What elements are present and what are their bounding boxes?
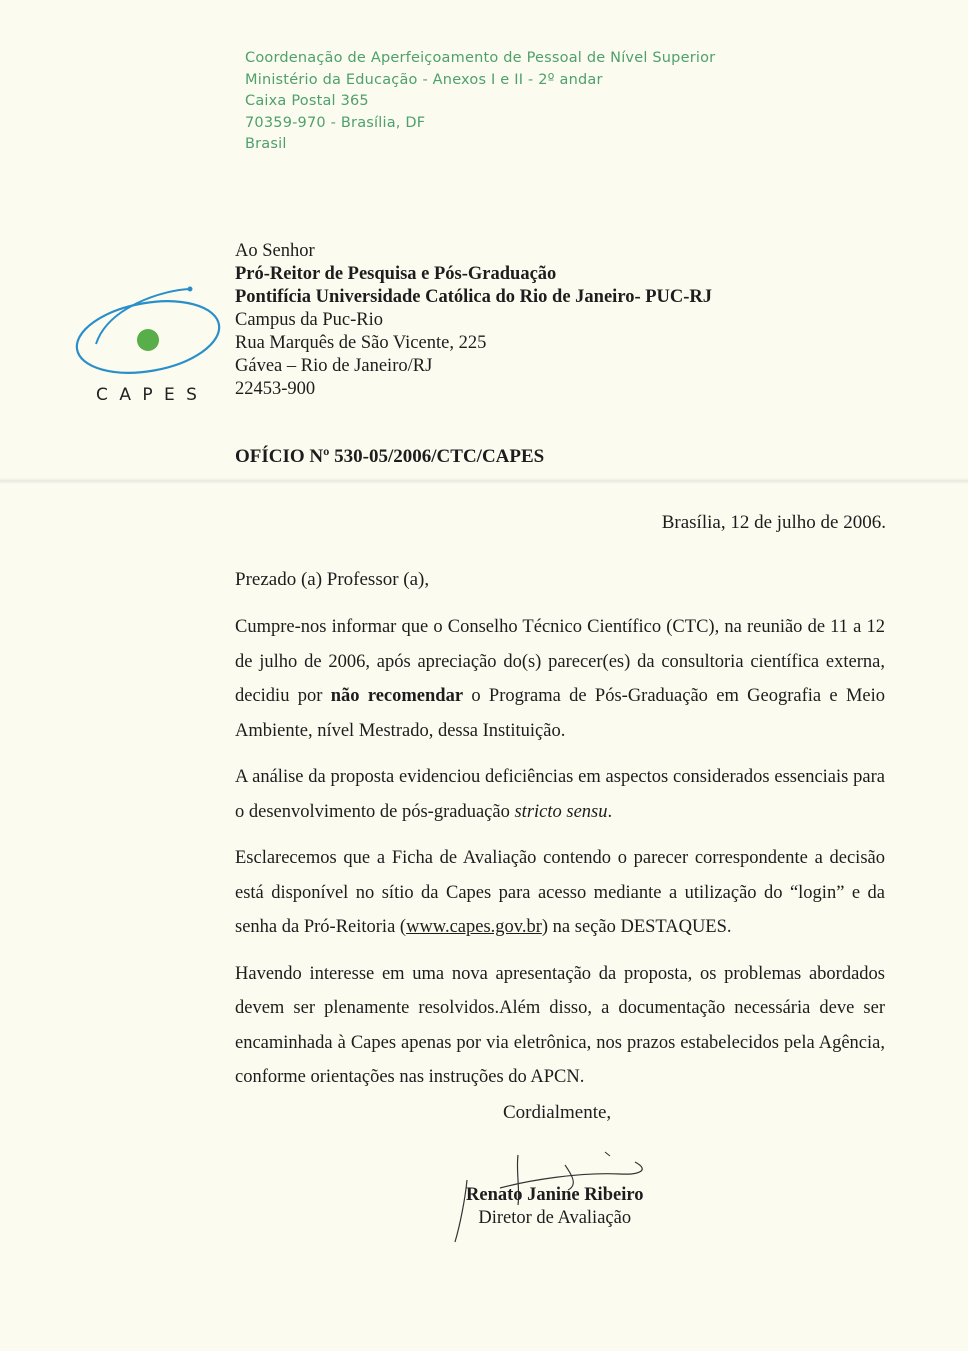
paragraph-analysis: A análise da proposta evidenciou deficiências em aspectos considerados essenciais para o desenvolvimento de pós-graduação stricto sensu. <box>235 767 885 822</box>
capes-logo <box>68 282 228 407</box>
logo-dot-icon <box>137 329 159 351</box>
decision-emphasis: não recomendar <box>330 686 464 706</box>
address-line: Campus da Puc-Rio <box>235 310 383 330</box>
header-line: Coordenação de Aperfeiçoamento de Pessoal de Nível Superior <box>245 50 716 66</box>
paragraph-evaluation-form: Esclarecemos que a Ficha de Avaliação contendo o parecer correspondente a decisão está disponível no sítio da Capes para acesso mediante a utilização do “login” e da senha da Pró-Reitoria (www.capes.gov.br) na seção DESTAQUES. <box>235 848 885 937</box>
paragraph-resubmission: Havendo interesse em uma nova apresentação da proposta, os problemas abordados devem ser plenamente resolvidos.Além disso, a documentação necessária deve ser encaminhada à Capes apenas por via eletrônica, nos prazos estabelecidos pela Agência, conforme orientações nas instruções do APCN. <box>235 963 885 1087</box>
recipient-institution: Pontifícia Universidade Católica do Rio de Janeiro- PUC-RJ <box>235 287 713 307</box>
letter-date: Brasília, 12 de julho de 2006. <box>661 512 886 533</box>
letter-reference: OFÍCIO Nº 530-05/2006/CTC/CAPES <box>235 446 545 467</box>
stricto-sensu-term: stricto sensu <box>514 801 608 822</box>
header-line: 70359-970 - Brasília, DF <box>245 114 426 131</box>
recipient-greeting: Ao Senhor <box>235 241 315 261</box>
recipient-address <box>235 240 712 401</box>
logo-text: C A P E S <box>96 385 200 405</box>
logo-swoosh-end-icon <box>188 287 193 292</box>
letter-body <box>235 610 885 1095</box>
signer-role: Diretor de Avaliação <box>478 1208 632 1228</box>
header-line: Brasil <box>245 136 287 153</box>
letter-closing: Cordialmente, <box>503 1102 612 1123</box>
signer-block <box>466 1184 643 1230</box>
capes-website-link[interactable]: www.capes.gov.br <box>406 917 542 937</box>
header-line: Ministério da Educação - Anexos I e II - 2º andar <box>245 71 603 88</box>
address-line: 22453-900 <box>235 379 316 399</box>
address-line: Rua Marquês de São Vicente, 225 <box>235 333 487 353</box>
paper-fold-line <box>0 478 968 484</box>
sender-header <box>245 48 715 156</box>
signer-name: Renato Janine Ribeiro <box>466 1185 644 1205</box>
recipient-title: Pró-Reitor de Pesquisa e Pós-Graduação <box>235 264 557 284</box>
address-line: Gávea – Rio de Janeiro/RJ <box>235 356 433 376</box>
paragraph-decision: Cumpre-nos informar que o Conselho Técnico Científico (CTC), na reunião de 11 a 12 de julho de 2006, após apreciação do(s) parecer(es) da consultoria científica externa, decidiu por não recomendar o Programa de Pós-Graduação em Geografia e Meio Ambiente, nível Mestrado, dessa Instituição. <box>235 617 885 741</box>
letter-salutation: Prezado (a) Professor (a), <box>235 569 430 590</box>
header-line: Caixa Postal 365 <box>245 93 369 110</box>
